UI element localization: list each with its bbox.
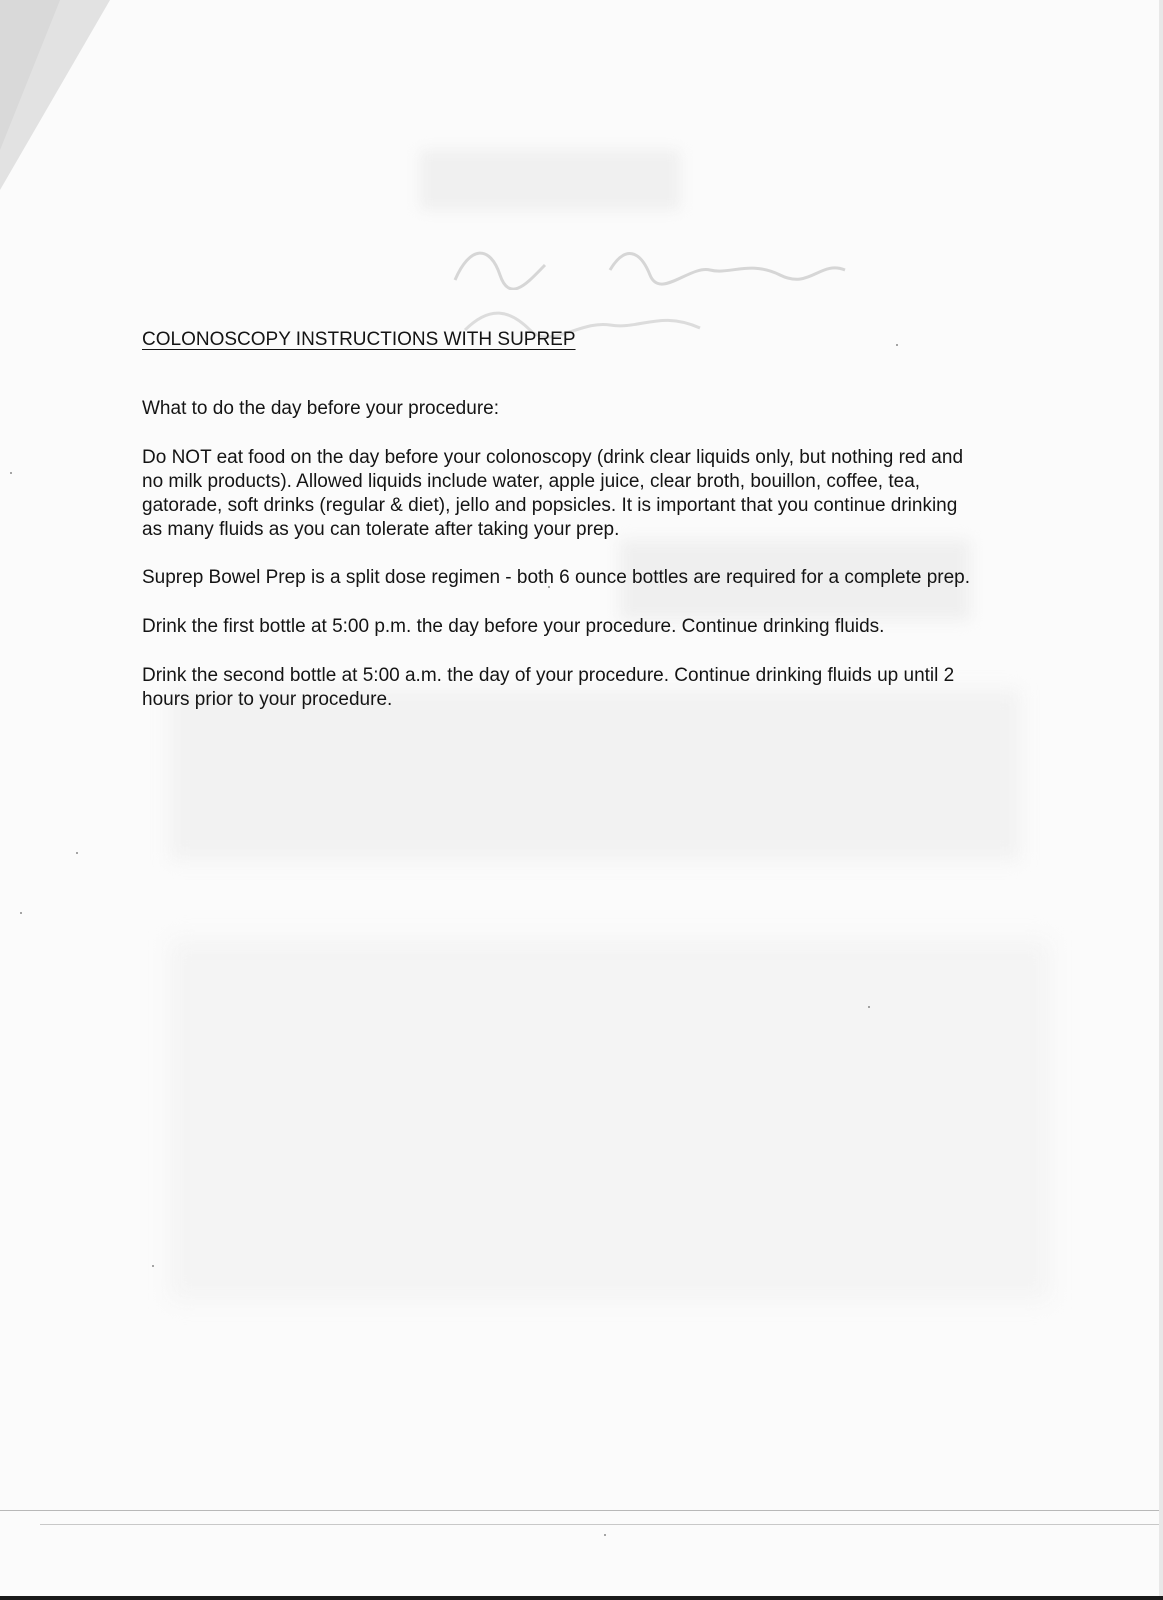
underlying-sheet-edge-2 — [40, 1524, 1163, 1525]
scan-speck — [604, 1534, 606, 1536]
bleed-through-block-1 — [420, 150, 680, 210]
paragraph-split-dose: Suprep Bowel Prep is a split dose regimen - both 6 ounce bottles are required for a complete prep. — [142, 567, 971, 588]
bleed-through-signature — [450, 240, 850, 290]
paragraph-first-bottle: Drink the first bottle at 5:00 p.m. the day before your procedure. Continue drinking fluids. — [142, 616, 885, 637]
scan-speck — [152, 1265, 154, 1267]
paragraph-liquids: Do NOT eat food on the day before your colonoscopy (drink clear liquids only, but nothing red and no milk products). Allowed liquids include water, apple juice, clear broth, bouillon, coffee, tea, gatorade, soft drinks (regular & diet), jello and popsicles. It is important that you continue drinking as many fluids as you can tolerate after taking your prep. — [142, 447, 964, 540]
folded-corner-shadow — [0, 0, 60, 150]
scan-speck — [20, 912, 22, 914]
instructions-content — [142, 328, 982, 712]
scan-speck — [10, 472, 12, 474]
scan-speck — [76, 852, 78, 854]
bleed-through-block-2 — [170, 690, 1020, 860]
underlying-sheet-edge — [0, 1510, 1163, 1511]
section-question: What to do the day before your procedure: — [142, 398, 499, 419]
scan-speck — [868, 1006, 870, 1008]
document-heading: COLONOSCOPY INSTRUCTIONS WITH SUPREP — [142, 329, 576, 350]
paragraph-second-bottle: Drink the second bottle at 5:00 a.m. the day of your procedure. Continue drinking fluids up until 2 hours prior to your procedure. — [142, 665, 955, 710]
scan-bottom-edge — [0, 1596, 1163, 1600]
scan-right-edge — [1159, 0, 1163, 1600]
bleed-through-block-3 — [170, 940, 1050, 1300]
